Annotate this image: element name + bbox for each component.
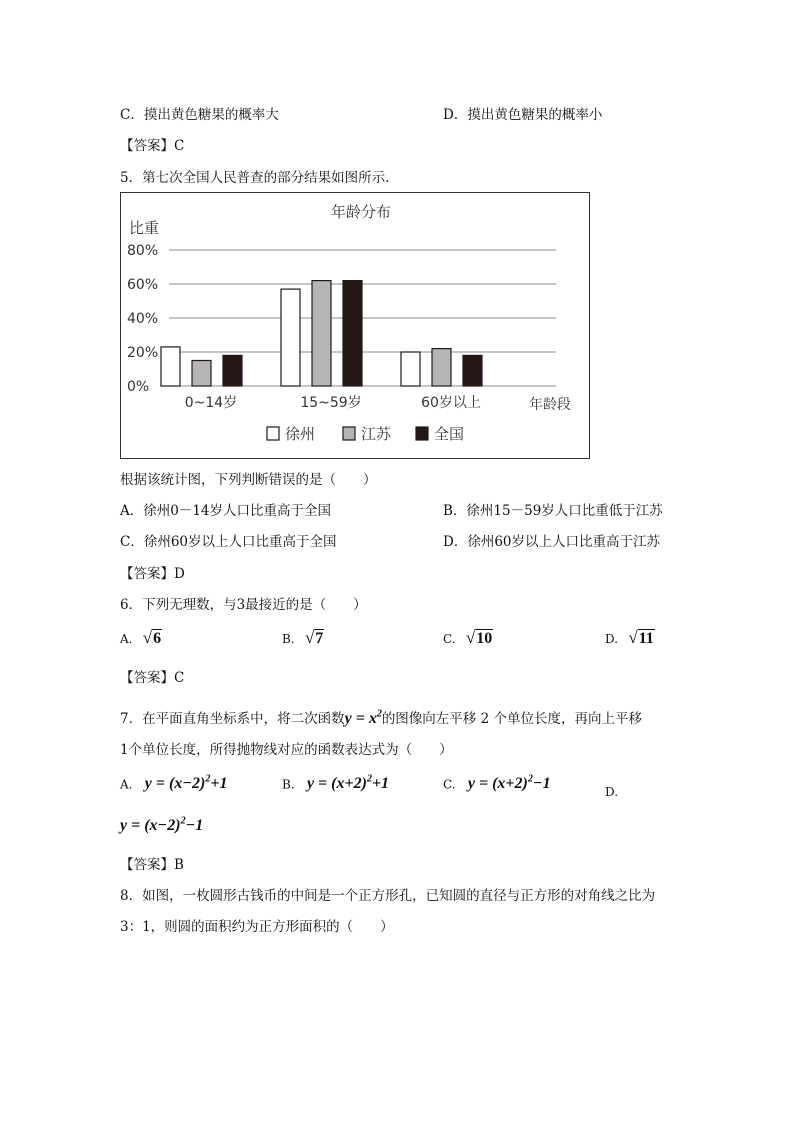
chart-bars bbox=[161, 281, 482, 386]
q4-option-c: C．摸出黄色糖果的概率大 bbox=[120, 107, 279, 123]
q6-option-d-radicand: 11 bbox=[638, 630, 654, 647]
q6-option-a-sqrt: √6 bbox=[142, 628, 162, 647]
q6-option-d bbox=[605, 628, 655, 648]
q5-question: 根据该统计图，下列判断错误的是（ ） bbox=[120, 472, 377, 488]
q5-option-c: C．徐州60岁以上人口比重高于全国 bbox=[120, 534, 337, 550]
bar-江苏-15~59岁 bbox=[312, 281, 331, 386]
q7-stem-part2: 的图像向左平移 2 个单位长度，再向上平移 bbox=[381, 711, 642, 727]
legend-label: 江苏 bbox=[361, 425, 392, 443]
legend-swatch-徐州 bbox=[267, 427, 279, 440]
q6-option-a-radicand: 6 bbox=[153, 630, 162, 647]
chart-svg bbox=[121, 193, 589, 458]
y-tick-label: 60% bbox=[127, 277, 159, 293]
q7-option-d-tail: −1 bbox=[185, 817, 204, 835]
y-tick-label: 80% bbox=[127, 243, 159, 259]
q7-option-a bbox=[120, 774, 227, 793]
bar-全国-60岁以上 bbox=[463, 355, 482, 386]
bar-全国-0~14岁 bbox=[223, 355, 242, 386]
q6-option-c bbox=[443, 628, 493, 648]
y-tick-label: 40% bbox=[127, 311, 159, 327]
q6-option-d-sqrt: √11 bbox=[628, 628, 654, 647]
q5-option-d: D．徐州60岁以上人口比重高于江苏 bbox=[443, 534, 661, 550]
q8-stem-line1: 8．如图，一枚圆形古钱币的中间是一个正方形孔，已知圆的直径与正方形的对角线之比为 bbox=[120, 888, 656, 904]
q7-stem-function-base: y = x bbox=[344, 710, 377, 727]
q6-option-a-label: A. bbox=[120, 632, 133, 646]
q7-option-a-exp: 2 bbox=[205, 774, 211, 785]
q7-option-a-expr bbox=[145, 775, 228, 792]
q5-answer: 【答案】D bbox=[120, 566, 185, 582]
q7-option-d-expr bbox=[120, 816, 203, 835]
q7-option-d-base: y = (x−2) bbox=[120, 817, 181, 835]
q7-stem-line1 bbox=[120, 707, 642, 728]
q4-answer: 【答案】C bbox=[120, 138, 185, 154]
q7-option-b-tail: +1 bbox=[371, 775, 390, 793]
legend-label: 徐州 bbox=[285, 425, 316, 443]
q7-stem-line2: 1个单位长度，所得抛物线对应的函数表达式为（ ） bbox=[120, 742, 453, 758]
q7-option-d-math bbox=[120, 817, 203, 834]
chart-ylabel: 比重 bbox=[129, 219, 160, 237]
bar-全国-15~59岁 bbox=[343, 281, 362, 386]
q6-option-c-label: C. bbox=[443, 632, 456, 646]
chart-title: 年龄分布 bbox=[330, 203, 392, 221]
q7-option-a-label: A. bbox=[120, 777, 133, 792]
chart-legend bbox=[267, 425, 464, 443]
chart-xticks bbox=[185, 394, 481, 411]
q7-option-c-tail: −1 bbox=[532, 775, 551, 793]
q6-stem: 6．下列无理数，与3最接近的是（ ） bbox=[120, 597, 367, 613]
q6-option-c-sqrt: √10 bbox=[465, 628, 493, 647]
q7-option-b-base: y = (x+2) bbox=[306, 775, 367, 793]
q6-option-b-radicand: 7 bbox=[315, 630, 324, 647]
q7-option-b bbox=[282, 774, 389, 793]
q6-option-d-label: D. bbox=[605, 632, 619, 646]
q6-option-b-label: B. bbox=[282, 632, 295, 646]
q7-option-c bbox=[443, 774, 551, 793]
bar-江苏-0~14岁 bbox=[192, 361, 211, 387]
bar-江苏-60岁以上 bbox=[432, 349, 451, 386]
q7-option-c-exp: 2 bbox=[527, 774, 533, 785]
q7-option-c-label: C. bbox=[443, 777, 456, 792]
bar-徐州-15~59岁 bbox=[281, 289, 300, 386]
q7-option-b-exp: 2 bbox=[366, 774, 372, 785]
q7-option-b-expr bbox=[307, 775, 389, 792]
q7-option-b-label: B. bbox=[282, 777, 295, 792]
q6-option-c-radicand: 10 bbox=[476, 630, 493, 647]
q5-option-a: A．徐州0－14岁人口比重高于全国 bbox=[120, 503, 332, 519]
q6-answer: 【答案】C bbox=[120, 670, 185, 686]
q8-stem-line2: 3：1，则圆的面积约为正方形面积的（ ） bbox=[120, 919, 394, 935]
y-tick-label: 20% bbox=[127, 345, 159, 361]
q7-option-d-label-text: D. bbox=[605, 785, 619, 799]
q6-option-b bbox=[282, 628, 324, 648]
q7-stem-function bbox=[345, 710, 382, 727]
q6-option-a bbox=[120, 628, 162, 648]
bar-徐州-60岁以上 bbox=[401, 352, 420, 386]
x-tick-label: 0~14岁 bbox=[184, 395, 238, 411]
legend-label: 全国 bbox=[434, 425, 465, 443]
legend-swatch-全国 bbox=[416, 427, 428, 440]
q7-stem-part1: 7．在平面直角坐标系中，将二次函数 bbox=[120, 711, 345, 727]
q7-option-d-label bbox=[605, 784, 618, 800]
q4-option-d: D．摸出黄色糖果的概率小 bbox=[443, 107, 603, 123]
q7-stem-function-exp: 2 bbox=[376, 708, 382, 720]
bar-徐州-0~14岁 bbox=[161, 347, 180, 386]
chart-yticks bbox=[127, 243, 158, 395]
q7-option-c-expr bbox=[468, 775, 551, 792]
x-tick-label: 60岁以上 bbox=[421, 395, 481, 411]
q7-option-a-base: y = (x−2) bbox=[144, 775, 206, 793]
q5-option-b: B．徐州15－59岁人口比重低于江苏 bbox=[443, 503, 663, 519]
q7-option-d-exp: 2 bbox=[180, 816, 186, 827]
x-tick-label: 15~59岁 bbox=[300, 395, 362, 411]
q7-option-c-base: y = (x+2) bbox=[467, 775, 528, 793]
y-tick-label: 0% bbox=[127, 379, 150, 395]
q5-stem: 5．第七次全国人民普查的部分结果如图所示． bbox=[120, 170, 399, 186]
q7-answer: 【答案】B bbox=[120, 857, 184, 873]
legend-swatch-江苏 bbox=[343, 427, 355, 440]
age-distribution-chart bbox=[120, 192, 590, 459]
chart-xlabel: 年龄段 bbox=[529, 397, 571, 413]
q7-option-a-tail: +1 bbox=[210, 775, 228, 793]
q6-option-b-sqrt: √7 bbox=[304, 628, 324, 647]
